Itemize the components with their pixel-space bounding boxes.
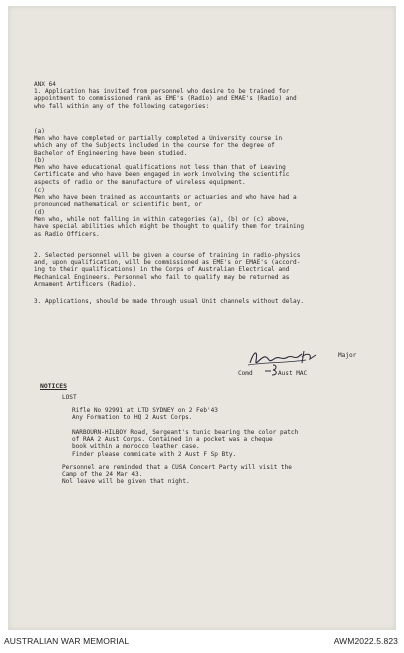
doc-line: Certificate and who have been engaged in work involving the scientific <box>34 171 290 179</box>
category-label: (c) <box>34 187 45 194</box>
doc-line: 3. Applications, should be made through usual Unit channels without delay. <box>34 298 305 305</box>
notices-heading: NOTICES <box>40 382 67 390</box>
doc-line: 1. Application has invited from personnel who desire to be trained for <box>34 88 290 96</box>
doc-line: Men who have completed or partially completed a University course in <box>34 135 283 143</box>
doc-line: Nol leave will be given that night. <box>62 478 190 486</box>
doc-line: Mechanical Engineers. Personnel who fail to qualify may be returned as <box>34 273 290 281</box>
footer-institution: AUSTRALIAN WAR MEMORIAL <box>4 636 130 646</box>
category-a <box>34 128 282 157</box>
lost-heading: LOST <box>62 394 77 401</box>
paragraph-1 <box>34 81 297 110</box>
doc-line: of RAA 2 Aust Corps. Contained in a pocket was a cheque <box>72 436 273 444</box>
doc-line: NARBOURN-HILBOY Road, Sergeant's tunic bearing the color patch <box>72 429 299 436</box>
handwritten-signature <box>246 345 332 371</box>
signature-command-label: Comd <box>238 370 253 377</box>
doc-line: ing to their qualifications) in the Corps of Australian Electrical and <box>34 266 290 274</box>
doc-line: and, upon qualification, will be commissioned as EME's or EMAE's (accord- <box>34 259 301 267</box>
doc-line: Men who have been trained as accountants or actuaries and who have had a <box>34 194 297 202</box>
doc-line: Camp of the 24 Mar 43. <box>62 471 143 479</box>
doc-line: Bachelor of Engineering have been studied. <box>34 149 188 157</box>
doc-line: Finder please commicate with 2 Aust F Sp Bty. <box>72 450 237 458</box>
paragraph-3 <box>34 298 304 305</box>
signature-unit: Aust MAC <box>278 370 308 377</box>
document-page <box>8 6 396 630</box>
category-label: (b) <box>34 157 45 164</box>
category-c <box>34 187 297 209</box>
paragraph-2 <box>34 252 300 288</box>
doc-line: book within a morocco leather case. <box>72 443 200 451</box>
category-label: (d) <box>34 209 45 216</box>
category-label: (a) <box>34 128 45 135</box>
doc-line: have special abilities which might be thought to qualify them for training <box>34 223 305 231</box>
doc-line: Personnel are reminded that a CUSA Concert Party will visit the <box>62 464 292 471</box>
doc-line: Armament Artificers (Radio). <box>34 280 137 288</box>
doc-line: Men who have educational qualifications not less than that of Leaving <box>34 164 286 172</box>
doc-line: Men who, while not falling in within categories (a), (b) or (c) above, <box>34 216 290 224</box>
doc-line: Rifle No 92991 at LTD SYDNEY on 2 Feb'43 <box>72 407 218 414</box>
doc-line: 2. Selected personnel will be given a course of training in radio-physics <box>34 252 301 259</box>
footer-accession-number: AWM2022.5.823 <box>333 636 398 646</box>
lost-item-1 <box>72 407 218 421</box>
doc-line: aspects of radio or the manufacture of wireless equipment. <box>34 178 246 186</box>
doc-line: ANX 64 <box>34 81 56 88</box>
category-d <box>34 209 304 238</box>
doc-line: as Radio Officers. <box>34 230 100 238</box>
lost-item-2 <box>72 429 298 458</box>
signature-rank: Major <box>338 352 357 359</box>
doc-line: who fall within any of the following categories: <box>34 102 210 110</box>
doc-line: Any Formation to HQ 2 Aust Corps. <box>72 414 193 422</box>
notice-concert <box>62 464 292 486</box>
category-b <box>34 157 289 186</box>
doc-line: appointment to commissioned rank as EME's (Radio) and EMAE's (Radio) and <box>34 95 297 103</box>
doc-line: pronounced mathematical or scientific bent, or <box>34 201 202 209</box>
doc-line: which any of the Subjects included in the course for the degree of <box>34 142 275 150</box>
